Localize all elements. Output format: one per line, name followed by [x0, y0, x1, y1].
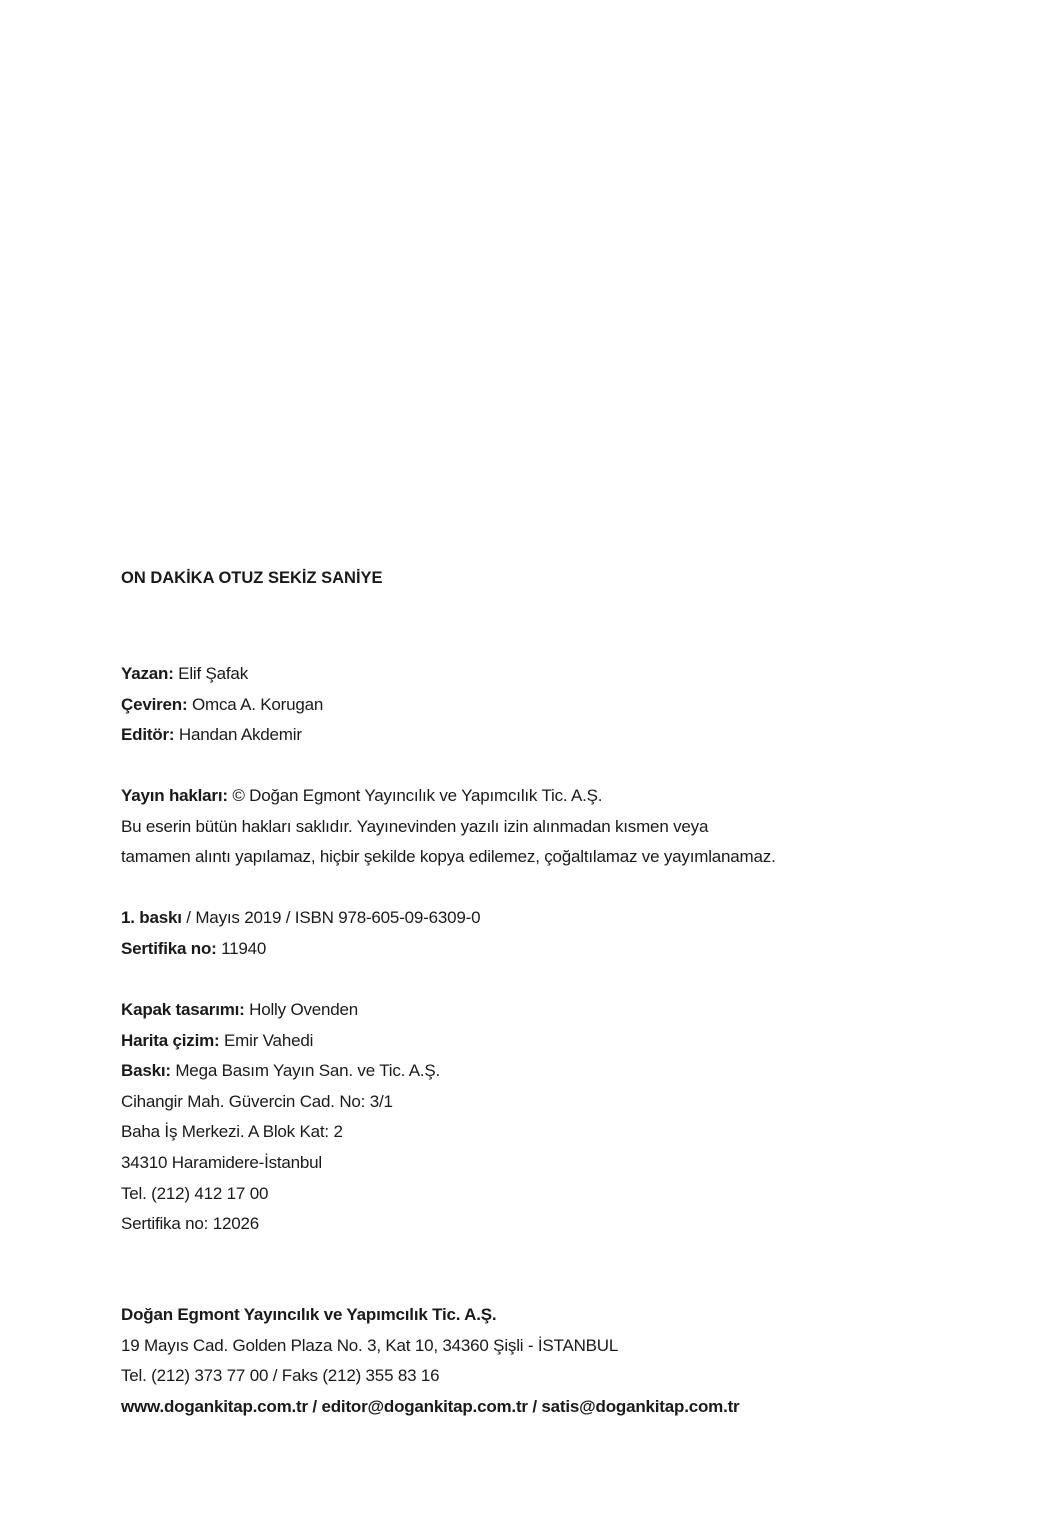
- publisher-block: [121, 1300, 981, 1422]
- edition-block: [121, 903, 981, 964]
- printer-line: [121, 1056, 981, 1087]
- rights-block: [121, 781, 981, 873]
- certificate-number: 11940: [216, 938, 267, 958]
- author-line: [121, 659, 981, 690]
- publisher-address: 19 Mayıs Cad. Golden Plaza No. 3, Kat 10, 34360 Şişli - İSTANBUL: [121, 1335, 619, 1355]
- rights-notice-line-2: tamamen alıntı yapılamaz, hiçbir şekilde kopya edilemez, çoğaltılamaz ve yayımlanamaz.: [121, 847, 776, 867]
- publisher-web-links: www.dogankitap.com.tr / editor@dogankitap.com.tr / satis@dogankitap.com.tr: [121, 1396, 740, 1416]
- map-line: [121, 1026, 981, 1057]
- printer-address-line: 34310 Haramidere-İstanbul: [121, 1152, 323, 1172]
- editor-name: Handan Akdemir: [174, 725, 302, 745]
- editor-label: Editör:: [121, 725, 175, 745]
- printer-certificate-line: Sertifika no: 12026: [121, 1214, 259, 1234]
- map-label: Harita çizim:: [121, 1030, 220, 1050]
- rights-line: [121, 781, 981, 812]
- edition-label: 1. baskı: [121, 908, 182, 927]
- author-name: Elif Şafak: [173, 664, 248, 683]
- printer-phone-line: Tel. (212) 412 17 00: [121, 1183, 269, 1203]
- cover-design-line: [121, 995, 981, 1026]
- map-illustrator: Emir Vahedi: [219, 1030, 314, 1050]
- publisher-phone: Tel. (212) 373 77 00 / Faks (212) 355 83 16: [121, 1366, 440, 1386]
- author-label: Yazan:: [121, 664, 174, 683]
- certificate-line: [121, 934, 981, 965]
- printing-block: [121, 995, 981, 1240]
- editor-line: [121, 720, 981, 751]
- printer-address-line: Baha İş Merkezi. A Blok Kat: 2: [121, 1122, 343, 1142]
- edition-info: / Mayıs 2019 / ISBN 978-605-09-6309-0: [181, 908, 481, 927]
- certificate-label: Sertifika no:: [121, 938, 217, 958]
- cover-design-label: Kapak tasarımı:: [121, 1000, 245, 1019]
- translator-line: [121, 690, 981, 721]
- translator-label: Çeviren:: [121, 694, 188, 714]
- printer-label: Baskı:: [121, 1061, 171, 1081]
- translator-name: Omca A. Korugan: [187, 694, 324, 714]
- rights-label: Yayın hakları:: [121, 786, 228, 805]
- cover-designer: Holly Ovenden: [244, 1000, 359, 1019]
- publisher-name: Doğan Egmont Yayıncılık ve Yapımcılık Tic. A.Ş.: [121, 1305, 497, 1324]
- credits-block: [121, 659, 981, 751]
- rights-holder: © Doğan Egmont Yayıncılık ve Yapımcılık Tic. A.Ş.: [227, 786, 603, 805]
- printer-name: Mega Basım Yayın San. ve Tic. A.Ş.: [170, 1061, 441, 1081]
- rights-notice-line-1: Bu eserin bütün hakları saklıdır. Yayınevinden yazılı izin alınmadan kısmen veya: [121, 816, 709, 836]
- printer-address-line: Cihangir Mah. Güvercin Cad. No: 3/1: [121, 1091, 393, 1111]
- book-title: ON DAKİKA OTUZ SEKİZ SANİYE: [121, 569, 383, 587]
- edition-line: [121, 903, 981, 934]
